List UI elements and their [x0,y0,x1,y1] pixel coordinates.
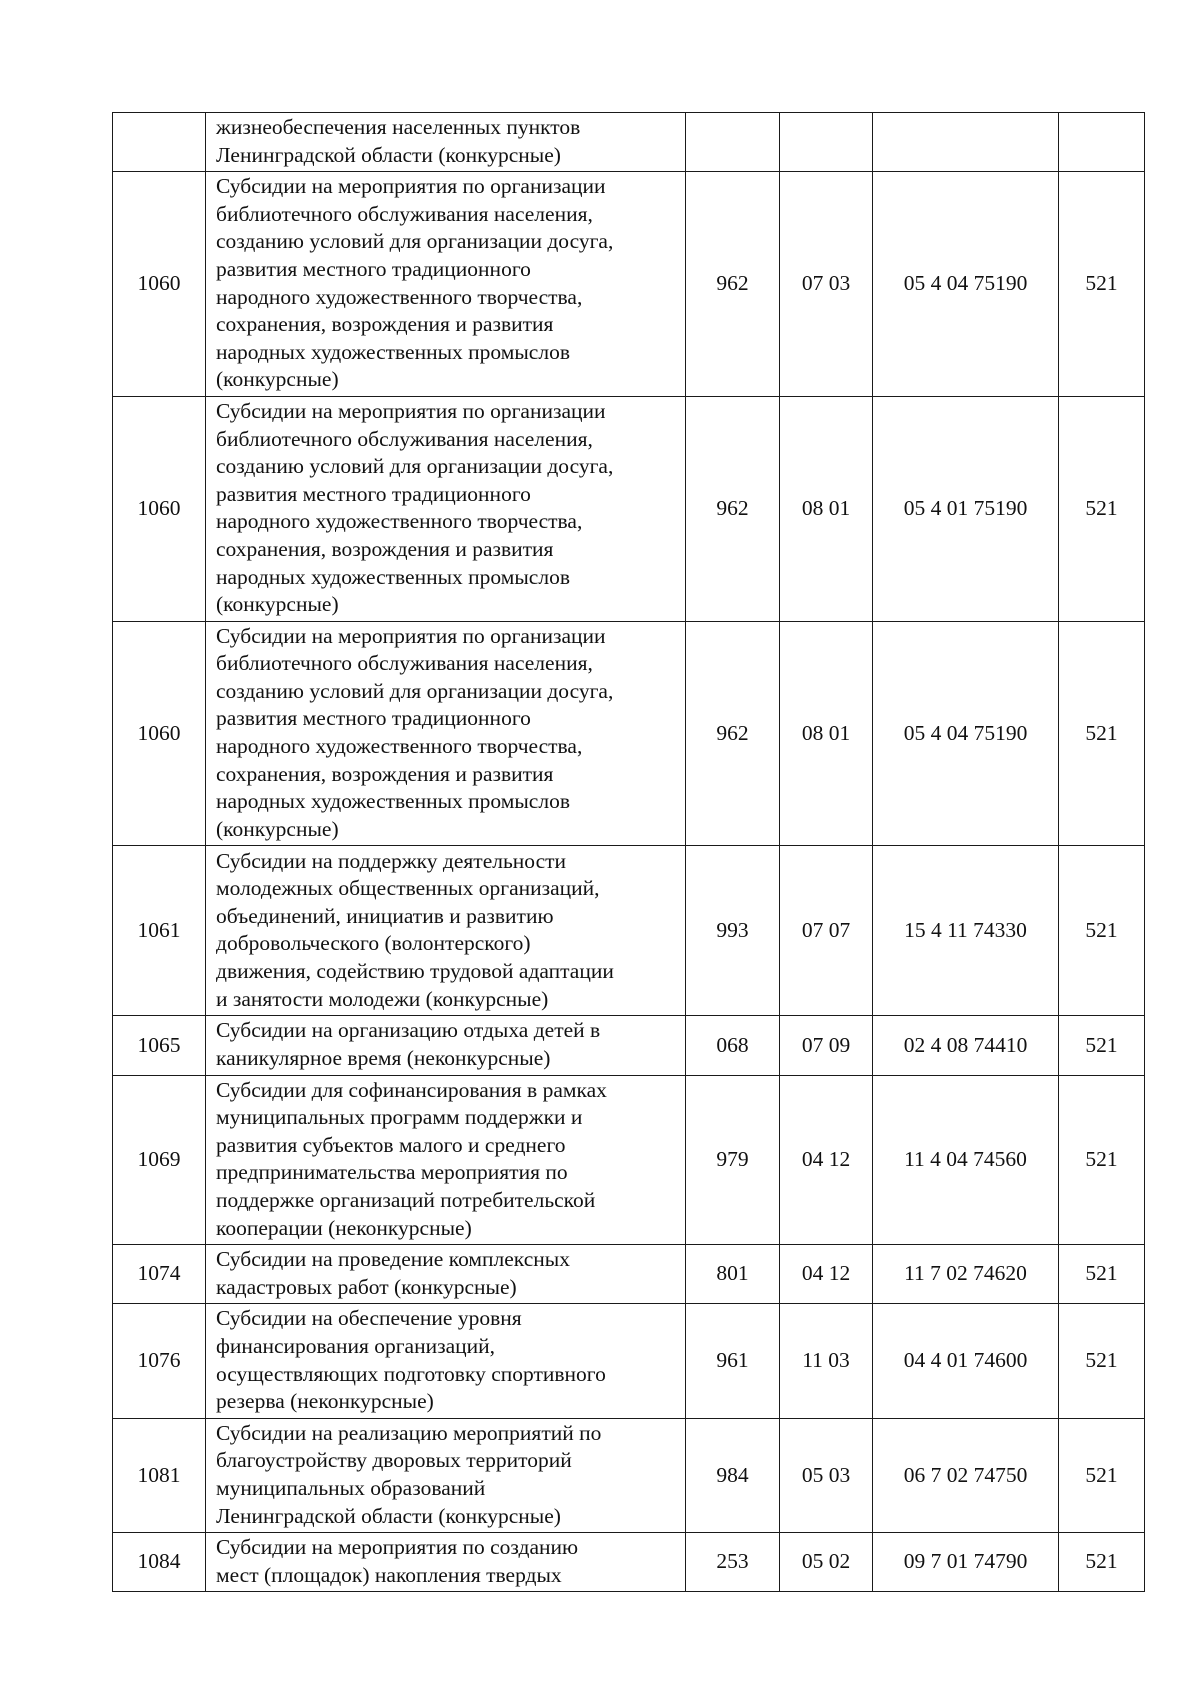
row-department-code: 962 [686,621,780,846]
row-section-code: 05 03 [780,1418,873,1532]
row-section-code: 07 03 [780,172,873,397]
row-target-article-code: 02 4 08 74410 [873,1016,1059,1075]
row-description: Субсидии на реализацию мероприятий по благоустройству дворовых территорий муниципальных образований Ленинградской области (конкурсные) [206,1418,686,1532]
row-expense-type-code: 521 [1059,1418,1145,1532]
row-target-article-code: 05 4 04 75190 [873,172,1059,397]
row-description: жизнеобеспечения населенных пунктов Ленинградской области (конкурсные) [206,113,686,172]
row-section-code: 07 07 [780,846,873,1016]
row-code: 1060 [113,172,206,397]
row-target-article-code: 11 7 02 74620 [873,1245,1059,1304]
row-section-code: 11 03 [780,1304,873,1418]
row-code: 1069 [113,1075,206,1245]
row-expense-type-code: 521 [1059,396,1145,621]
table-row [113,396,1145,621]
row-department-code: 984 [686,1418,780,1532]
row-department-code: 979 [686,1075,780,1245]
row-expense-type-code [1059,113,1145,172]
row-target-article-code: 05 4 01 75190 [873,396,1059,621]
row-expense-type-code: 521 [1059,1245,1145,1304]
row-target-article-code [873,113,1059,172]
row-department-code: 068 [686,1016,780,1075]
row-expense-type-code: 521 [1059,1533,1145,1592]
row-expense-type-code: 521 [1059,621,1145,846]
row-department-code: 961 [686,1304,780,1418]
row-expense-type-code: 521 [1059,1075,1145,1245]
row-department-code: 253 [686,1533,780,1592]
row-target-article-code: 09 7 01 74790 [873,1533,1059,1592]
row-section-code: 05 02 [780,1533,873,1592]
row-target-article-code: 11 4 04 74560 [873,1075,1059,1245]
row-expense-type-code: 521 [1059,846,1145,1016]
table-row [113,1533,1145,1592]
row-code [113,113,206,172]
table-row [113,172,1145,397]
row-department-code: 962 [686,172,780,397]
row-department-code: 801 [686,1245,780,1304]
table-row [113,1245,1145,1304]
row-target-article-code: 15 4 11 74330 [873,846,1059,1016]
row-description: Субсидии на мероприятия по организации библиотечного обслуживания населения, созданию условий для организации досуга, развития местного традиционного народного художественного творчества, сохранения, возрождения и развития народных художественных промыслов (конкурсные) [206,172,686,397]
row-description: Субсидии на поддержку деятельности молодежных общественных организаций, объединений, инициатив и развитию добровольческого (волонтерского) движения, содействию трудовой адаптации и занятости молодежи (конкурсные) [206,846,686,1016]
row-description: Субсидии на обеспечение уровня финансирования организаций, осуществляющих подготовку спортивного резерва (неконкурсные) [206,1304,686,1418]
row-target-article-code: 05 4 04 75190 [873,621,1059,846]
row-section-code: 07 09 [780,1016,873,1075]
row-section-code [780,113,873,172]
table-row [113,1304,1145,1418]
subsidy-codes-table [112,112,1145,1592]
table-row [113,1075,1145,1245]
row-code: 1074 [113,1245,206,1304]
row-code: 1060 [113,621,206,846]
row-department-code: 962 [686,396,780,621]
row-expense-type-code: 521 [1059,1016,1145,1075]
row-expense-type-code: 521 [1059,1304,1145,1418]
row-description: Субсидии на мероприятия по созданию мест (площадок) накопления твердых [206,1533,686,1592]
row-department-code [686,113,780,172]
row-description: Субсидии для софинансирования в рамках муниципальных программ поддержки и развития субъектов малого и среднего предпринимательства мероприятия по поддержке организаций потребительской кооперации (неконкурсные) [206,1075,686,1245]
row-description: Субсидии на мероприятия по организации библиотечного обслуживания населения, созданию условий для организации досуга, развития местного традиционного народного художественного творчества, сохранения, возрождения и развития народных художественных промыслов (конкурсные) [206,396,686,621]
table-row [113,1418,1145,1532]
table-row [113,113,1145,172]
row-department-code: 993 [686,846,780,1016]
row-section-code: 08 01 [780,396,873,621]
row-description: Субсидии на проведение комплексных кадастровых работ (конкурсные) [206,1245,686,1304]
row-code: 1061 [113,846,206,1016]
row-code: 1076 [113,1304,206,1418]
row-section-code: 04 12 [780,1075,873,1245]
table-row [113,1016,1145,1075]
table-row [113,846,1145,1016]
row-target-article-code: 06 7 02 74750 [873,1418,1059,1532]
row-code: 1081 [113,1418,206,1532]
row-code: 1060 [113,396,206,621]
row-description: Субсидии на организацию отдыха детей в каникулярное время (неконкурсные) [206,1016,686,1075]
row-expense-type-code: 521 [1059,172,1145,397]
row-section-code: 04 12 [780,1245,873,1304]
row-target-article-code: 04 4 01 74600 [873,1304,1059,1418]
row-code: 1084 [113,1533,206,1592]
row-section-code: 08 01 [780,621,873,846]
table-row [113,621,1145,846]
row-code: 1065 [113,1016,206,1075]
row-description: Субсидии на мероприятия по организации библиотечного обслуживания населения, созданию условий для организации досуга, развития местного традиционного народного художественного творчества, сохранения, возрождения и развития народных художественных промыслов (конкурсные) [206,621,686,846]
